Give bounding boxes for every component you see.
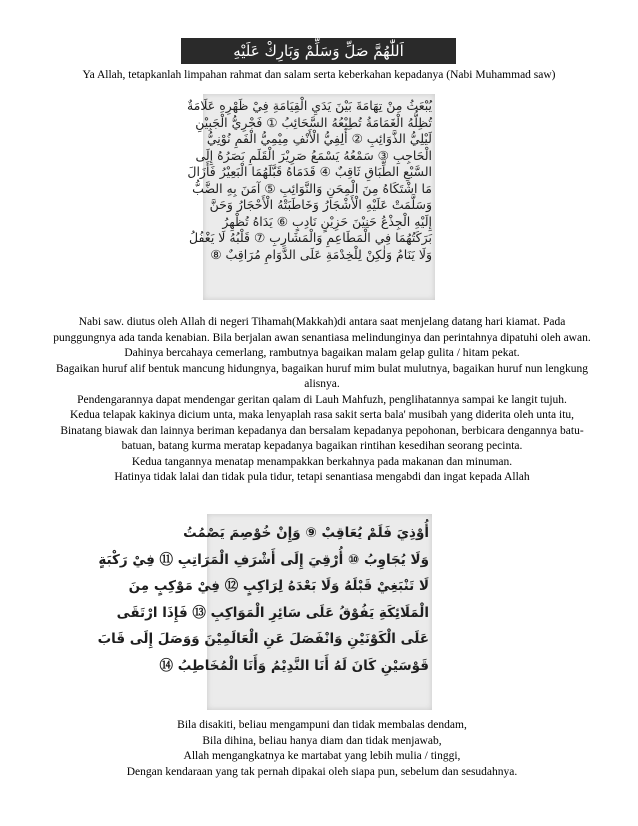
- arabic-line: تُظِلُّهُ الْغَمَامَةُ تُطِيْعُهُ السَّحَائِبُ ① فَجْرِيُّ الْجَبِيْنِ: [195, 114, 432, 130]
- arabic-line: يُبْعَثُ مِنْ تِهَامَةَ بَيْنَ يَدَيِ الْقِيَامَةِ فِيْ ظَهْرِهِ عَلَامَةٌ: [186, 98, 432, 113]
- paragraph: Dahinya bercahaya cemerlang, rambutnya bagaikan malam gelap gulita / hitam pekat.: [124, 347, 520, 359]
- paragraph: Bila dihina, beliau hanya diam dan tidak menjawab,: [202, 734, 442, 747]
- paragraph: Kedua telapak kakinya dicium unta, maka lenyaplah rasa sakit serta bala' musibah yang diderita oleh unta itu,: [69, 409, 575, 421]
- arabic-line: عَلَى الْكَوْنَيْنِ وَانْفَصَلَ عَنِ الْعَالَمِيْنَ وَوَصَلَ إِلَى قَابَ: [97, 631, 429, 647]
- paragraph: Bila disakiti, beliau mengampuni dan tidak membalas dendam,: [177, 719, 467, 731]
- arabic-line: لَيْلِيُّ الذَّوَائِبِ ② أَلِفِيُّ الْأَنْفِ مِيْمِيُّ الْفَمِ نُوْنِيُّ: [206, 131, 432, 146]
- arabic-line: بَرَكَتُهُمَا فِي الْمَطَاعِمِ وَالْمَشَارِبِ ⑦ قَلْبُهُ لَا يَغْفُلُ: [189, 230, 432, 245]
- paragraph: Nabi saw. diutus oleh Allah di negeri Tihamah(Makkah)di antara saat menjelang datang hari kiamat. Pada punggungnya ada tanda kenabian. Bila berjalan awan senantiasa melindunginya dan perintahnya dipatuhi oleh awan.: [53, 316, 591, 344]
- arabic-banner: اَللّٰهُمَّ صَلِّ وَسَلِّمْ وَبَارِكْ عَلَيْهِ: [181, 38, 456, 64]
- arabic-line: وَلَا يَنَامُ وَلٰكِنْ لِلْخِدْمَةِ عَلَى الدَّوَامِ مُرَاقِبٌ ⑧: [210, 246, 432, 262]
- paragraph: Allah mengangkatnya ke martabat yang lebih mulia / tinggi,: [183, 750, 461, 762]
- arabic-line: وَسَلَّمَتْ عَلَيْهِ الْأَشْجَارُ وَخَاطَبَتْهُ الْأَحْجَارُ وَحَنَّ: [209, 197, 432, 212]
- arabic-line: قَوْسَيْنِ كَانَ لَهُ أَنَا النَّدِيْمُ وَأَنَا الْمُخَاطِبُ ⑭: [159, 657, 429, 674]
- arabic-line: وَلَا يُجَاوِبُ ⑩ أُرْقِيَ إِلَى أَشْرَفِ الْمَرَاتِبِ ⑪ فِيْ رَكْبَةٍ: [98, 551, 429, 568]
- paragraph: Dengan kendaraan yang tak pernah dipakai oleh siapa pun, sebelum dan sesudahnya.: [126, 765, 518, 778]
- banner-translation: Ya Allah, tetapkanlah limpahan rahmat dan salam serta keberkahan kepadanya (Nabi Muhammad saw): [82, 69, 556, 81]
- paragraph: Hatinya tidak lalai dan tidak pula tidur, tetapi senantiasa mengabdi dan ingat kepada Allah: [114, 471, 530, 483]
- translation-block-1: [48, 315, 596, 486]
- arabic-line: السَّبْعِ الطِّبَاقِ ثَاقِبٌ ④ قَدَمَاهُ قَبَّلَهُمَا الْبَعِيْرُ فَأَزَالَ: [187, 164, 432, 179]
- arabic-line: لَا تَنْبَغِيْ قَبْلَهُ وَلَا بَعْدَهُ لِرَاكِبٍ ⑫ فِيْ مَوْكِبٍ مِنَ: [128, 578, 429, 594]
- arabic-line: الْمَلَائِكَةِ يَفُوْقُ عَلَى سَائِرِ الْمَوَاكِبِ ⑬ فَإِذَا ارْتَقَى: [116, 604, 429, 621]
- paragraph: Binatang biawak dan lainnya beriman kepadanya dan bersalam kepadanya pepohonan, berbicara dengannya batu-batuan, batang kurma meratap kepadanya bagaikan rintihan kesedihan seorang pecinta.: [60, 424, 584, 452]
- paragraph: Bagaikan huruf alif bentuk mancung hidungnya, bagaikan huruf mim bulat mulutnya, bagaikan huruf nun lengkung alisnya.: [55, 362, 589, 390]
- arabic-line: مَا اشْتَكَاهُ مِنَ الْمِحَنِ وَالنَّوَائِبِ ⑤ آمَنَ بِهِ الضَّبُّ: [192, 180, 432, 196]
- arabic-line: إِلَيْهِ الْجِذْعُ حَنِيْنَ حَزِيْنٍ نَادِبٍ ⑥ يَدَاهُ تُظْهِرُ: [222, 213, 432, 229]
- translation-block-2: [48, 718, 596, 780]
- arabic-scan-image-2: [97, 514, 432, 710]
- arabic-line: أُوْذِيَ فَلَمْ يُعَاقِبْ ⑨ وَإِنْ خُوْصِمَ يَصْمُتُ: [183, 525, 429, 541]
- arabic-scan-image-1: [186, 94, 435, 300]
- paragraph: Kedua tangannya menatap menampakkan berkahnya pada makanan dan minuman.: [131, 455, 513, 468]
- arabic-line: الْحَاجِبِ ③ سَمْعُهُ يَسْمَعُ صَرِيْرَ الْقَلَمِ بَصَرُهُ إِلَى: [195, 147, 432, 163]
- paragraph: Pendengarannya dapat mendengar geritan qalam di Lauh Mahfuzh, penglihatannya sampai ke langit tujuh.: [77, 393, 567, 406]
